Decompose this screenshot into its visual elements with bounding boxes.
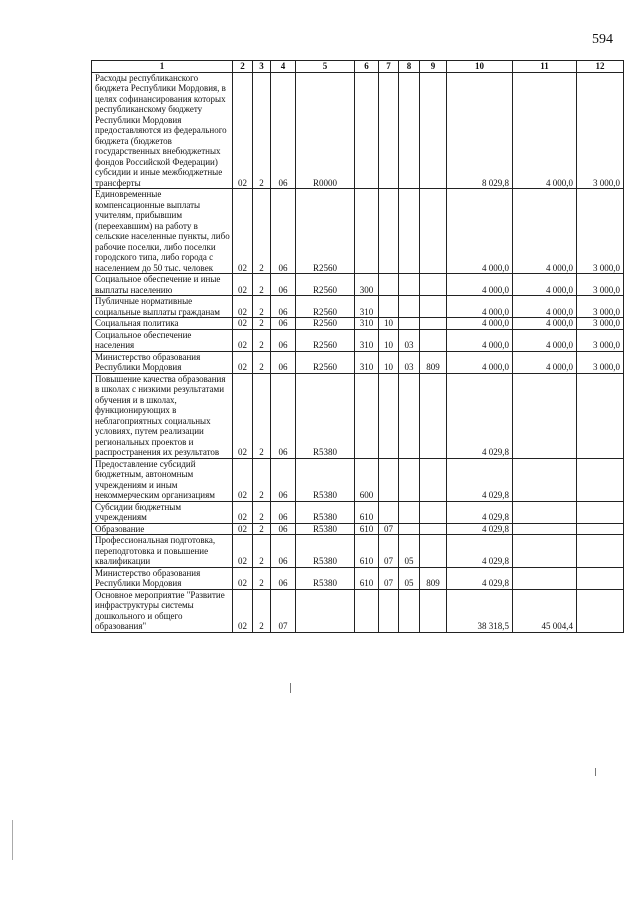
header-row [92, 61, 624, 73]
cell-col-10: 8 029,8 [447, 72, 513, 189]
cell-col-11 [513, 373, 577, 458]
cell-col-9 [420, 535, 447, 568]
cell-col-11: 4 000,0 [513, 72, 577, 189]
header-cell: 7 [379, 61, 399, 73]
table-row [92, 318, 624, 330]
cell-col-5: R2560 [296, 318, 355, 330]
cell-col-10: 4 000,0 [447, 318, 513, 330]
row-name-cell: Министерство образования Республики Мордовия [92, 567, 233, 589]
header-cell: 9 [420, 61, 447, 73]
table-row [92, 373, 624, 458]
cell-col-6: 600 [355, 458, 379, 501]
cell-col-8 [399, 373, 420, 458]
cell-col-7 [379, 589, 399, 632]
cell-col-7 [379, 296, 399, 318]
cell-col-5: R2560 [296, 189, 355, 274]
budget-table [91, 60, 624, 633]
cell-col-7 [379, 458, 399, 501]
cell-col-7: 10 [379, 318, 399, 330]
cell-col-12 [577, 523, 624, 535]
cell-col-8 [399, 589, 420, 632]
cell-col-3: 2 [253, 535, 271, 568]
cell-col-6: 310 [355, 318, 379, 330]
row-name-cell: Публичные нормативные социальные выплаты гражданам [92, 296, 233, 318]
scan-mark [12, 820, 13, 860]
cell-col-8: 03 [399, 351, 420, 373]
cell-col-6 [355, 72, 379, 189]
cell-col-5: R5380 [296, 523, 355, 535]
cell-col-9: 809 [420, 567, 447, 589]
row-name-cell: Расходы республиканского бюджета Республики Мордовия, в целях софинансирования которых республиканскому бюджету Республики Мордовия предоставляются из федерального бюджета (бюджетов государственных внебюджетных фондов Российской Федерации) субсидии и иные межбюджетные трансферты [92, 72, 233, 189]
cell-col-11 [513, 535, 577, 568]
table-row [92, 329, 624, 351]
header-cell: 3 [253, 61, 271, 73]
cell-col-12 [577, 589, 624, 632]
row-name-cell: Основное мероприятие "Развитие инфраструктуры системы дошкольного и общего образования" [92, 589, 233, 632]
cell-col-5 [296, 589, 355, 632]
cell-col-10: 4 000,0 [447, 329, 513, 351]
cell-col-2: 02 [233, 523, 253, 535]
cell-col-12 [577, 567, 624, 589]
cell-col-9 [420, 458, 447, 501]
cell-col-4: 06 [271, 274, 296, 296]
cell-col-3: 2 [253, 567, 271, 589]
cell-col-7 [379, 373, 399, 458]
cell-col-8 [399, 523, 420, 535]
header-cell: 1 [92, 61, 233, 73]
cell-col-6: 300 [355, 274, 379, 296]
cell-col-11: 4 000,0 [513, 329, 577, 351]
cell-col-6 [355, 589, 379, 632]
cell-col-2: 02 [233, 329, 253, 351]
cell-col-3: 2 [253, 329, 271, 351]
cell-col-11: 4 000,0 [513, 318, 577, 330]
table-row [92, 296, 624, 318]
cell-col-5: R2560 [296, 296, 355, 318]
header-cell: 2 [233, 61, 253, 73]
row-name-cell: Профессиональная подготовка, переподготовка и повышение квалификации [92, 535, 233, 568]
row-name-cell: Предоставление субсидий бюджетным, автономным учреждениям и иным некоммерческим организациям [92, 458, 233, 501]
cell-col-4: 06 [271, 351, 296, 373]
cell-col-12 [577, 373, 624, 458]
cell-col-2: 02 [233, 589, 253, 632]
cell-col-3: 2 [253, 72, 271, 189]
cell-col-6: 610 [355, 535, 379, 568]
cell-col-12: 3 000,0 [577, 72, 624, 189]
cell-col-10: 4 029,8 [447, 501, 513, 523]
header-cell: 5 [296, 61, 355, 73]
cell-col-3: 2 [253, 373, 271, 458]
cell-col-6 [355, 373, 379, 458]
cell-col-5: R2560 [296, 274, 355, 296]
row-name-cell: Повышение качества образования в школах с низкими результатами обучения и в школах, функционирующих в неблагоприятных социальных условиях, путем реализации региональных проектов и распространения их результатов [92, 373, 233, 458]
cell-col-3: 2 [253, 523, 271, 535]
cell-col-5: R0000 [296, 72, 355, 189]
cell-col-11 [513, 567, 577, 589]
cell-col-10: 4 029,8 [447, 373, 513, 458]
header-cell: 8 [399, 61, 420, 73]
cell-col-3: 2 [253, 589, 271, 632]
row-name-cell: Социальное обеспечение населения [92, 329, 233, 351]
cell-col-2: 02 [233, 535, 253, 568]
table-row [92, 589, 624, 632]
cell-col-10: 4 029,8 [447, 567, 513, 589]
cell-col-12: 3 000,0 [577, 296, 624, 318]
cell-col-12: 3 000,0 [577, 189, 624, 274]
cell-col-10: 4 029,8 [447, 535, 513, 568]
cell-col-9 [420, 589, 447, 632]
cell-col-10: 4 029,8 [447, 523, 513, 535]
cell-col-11: 45 004,4 [513, 589, 577, 632]
cell-col-9 [420, 318, 447, 330]
cell-col-6 [355, 189, 379, 274]
cell-col-12 [577, 458, 624, 501]
cell-col-2: 02 [233, 189, 253, 274]
cell-col-7 [379, 501, 399, 523]
cell-col-7: 10 [379, 351, 399, 373]
table-row [92, 535, 624, 568]
cell-col-4: 06 [271, 373, 296, 458]
cell-col-3: 2 [253, 501, 271, 523]
table-row [92, 501, 624, 523]
cell-col-3: 2 [253, 458, 271, 501]
cell-col-2: 02 [233, 274, 253, 296]
cell-col-9 [420, 189, 447, 274]
cell-col-8 [399, 72, 420, 189]
cell-col-6: 610 [355, 501, 379, 523]
cell-col-10: 4 000,0 [447, 189, 513, 274]
scan-mark [595, 768, 596, 776]
cell-col-12: 3 000,0 [577, 318, 624, 330]
table-row [92, 274, 624, 296]
cell-col-3: 2 [253, 296, 271, 318]
table-row [92, 523, 624, 535]
cell-col-9 [420, 72, 447, 189]
cell-col-9 [420, 501, 447, 523]
table-row [92, 189, 624, 274]
cell-col-4: 06 [271, 189, 296, 274]
cell-col-4: 06 [271, 296, 296, 318]
cell-col-2: 02 [233, 72, 253, 189]
cell-col-2: 02 [233, 567, 253, 589]
cell-col-3: 2 [253, 189, 271, 274]
cell-col-9 [420, 296, 447, 318]
cell-col-9 [420, 274, 447, 296]
cell-col-2: 02 [233, 458, 253, 501]
cell-col-11 [513, 458, 577, 501]
cell-col-11 [513, 523, 577, 535]
cell-col-7 [379, 274, 399, 296]
cell-col-12 [577, 535, 624, 568]
header-cell: 6 [355, 61, 379, 73]
cell-col-6: 310 [355, 351, 379, 373]
cell-col-4: 06 [271, 329, 296, 351]
cell-col-11: 4 000,0 [513, 296, 577, 318]
cell-col-9 [420, 373, 447, 458]
cell-col-7: 07 [379, 523, 399, 535]
cell-col-8 [399, 501, 420, 523]
cell-col-4: 06 [271, 501, 296, 523]
cell-col-10: 4 000,0 [447, 274, 513, 296]
cell-col-11 [513, 501, 577, 523]
cell-col-10: 4 000,0 [447, 296, 513, 318]
budget-table-body [92, 61, 624, 633]
cell-col-2: 02 [233, 318, 253, 330]
cell-col-11: 4 000,0 [513, 351, 577, 373]
cell-col-10: 38 318,5 [447, 589, 513, 632]
row-name-cell: Единовременные компенсационные выплаты учителям, прибывшим (переехавшим) на работу в сельские населенные пункты, либо рабочие поселки, либо поселки городского типа, либо города с населением до 50 тыс. человек [92, 189, 233, 274]
cell-col-8 [399, 318, 420, 330]
cell-col-11: 4 000,0 [513, 189, 577, 274]
cell-col-12: 3 000,0 [577, 351, 624, 373]
row-name-cell: Социальное обеспечение и иные выплаты населению [92, 274, 233, 296]
cell-col-8 [399, 296, 420, 318]
cell-col-7: 07 [379, 567, 399, 589]
cell-col-3: 2 [253, 351, 271, 373]
row-name-cell: Субсидии бюджетным учреждениям [92, 501, 233, 523]
cell-col-4: 06 [271, 535, 296, 568]
table-row [92, 567, 624, 589]
cell-col-7 [379, 72, 399, 189]
cell-col-6: 310 [355, 329, 379, 351]
table-row [92, 72, 624, 189]
cell-col-5: R2560 [296, 351, 355, 373]
cell-col-6: 310 [355, 296, 379, 318]
cell-col-2: 02 [233, 373, 253, 458]
cell-col-8: 03 [399, 329, 420, 351]
cell-col-8 [399, 274, 420, 296]
cell-col-7: 10 [379, 329, 399, 351]
cell-col-9: 809 [420, 351, 447, 373]
cell-col-8: 05 [399, 535, 420, 568]
cell-col-10: 4 000,0 [447, 351, 513, 373]
cell-col-4: 06 [271, 72, 296, 189]
cell-col-5: R5380 [296, 458, 355, 501]
cell-col-5: R5380 [296, 373, 355, 458]
row-name-cell: Министерство образования Республики Мордовия [92, 351, 233, 373]
cell-col-2: 02 [233, 351, 253, 373]
cell-col-4: 06 [271, 318, 296, 330]
cell-col-9 [420, 329, 447, 351]
cell-col-4: 07 [271, 589, 296, 632]
row-name-cell: Социальная политика [92, 318, 233, 330]
cell-col-6: 610 [355, 567, 379, 589]
cell-col-7: 07 [379, 535, 399, 568]
scan-mark [290, 683, 291, 693]
cell-col-4: 06 [271, 458, 296, 501]
header-cell: 4 [271, 61, 296, 73]
cell-col-8 [399, 458, 420, 501]
cell-col-7 [379, 189, 399, 274]
cell-col-8 [399, 189, 420, 274]
cell-col-5: R5380 [296, 535, 355, 568]
cell-col-2: 02 [233, 296, 253, 318]
header-cell: 12 [577, 61, 624, 73]
cell-col-5: R5380 [296, 501, 355, 523]
table-row [92, 351, 624, 373]
cell-col-10: 4 029,8 [447, 458, 513, 501]
cell-col-12: 3 000,0 [577, 329, 624, 351]
table-row [92, 458, 624, 501]
cell-col-4: 06 [271, 523, 296, 535]
cell-col-12: 3 000,0 [577, 274, 624, 296]
cell-col-11: 4 000,0 [513, 274, 577, 296]
cell-col-3: 2 [253, 274, 271, 296]
page-number: 594 [592, 32, 613, 47]
cell-col-8: 05 [399, 567, 420, 589]
header-cell: 10 [447, 61, 513, 73]
row-name-cell: Образование [92, 523, 233, 535]
cell-col-9 [420, 523, 447, 535]
cell-col-4: 06 [271, 567, 296, 589]
cell-col-2: 02 [233, 501, 253, 523]
cell-col-5: R2560 [296, 329, 355, 351]
header-cell: 11 [513, 61, 577, 73]
cell-col-5: R5380 [296, 567, 355, 589]
cell-col-6: 610 [355, 523, 379, 535]
cell-col-12 [577, 501, 624, 523]
cell-col-3: 2 [253, 318, 271, 330]
